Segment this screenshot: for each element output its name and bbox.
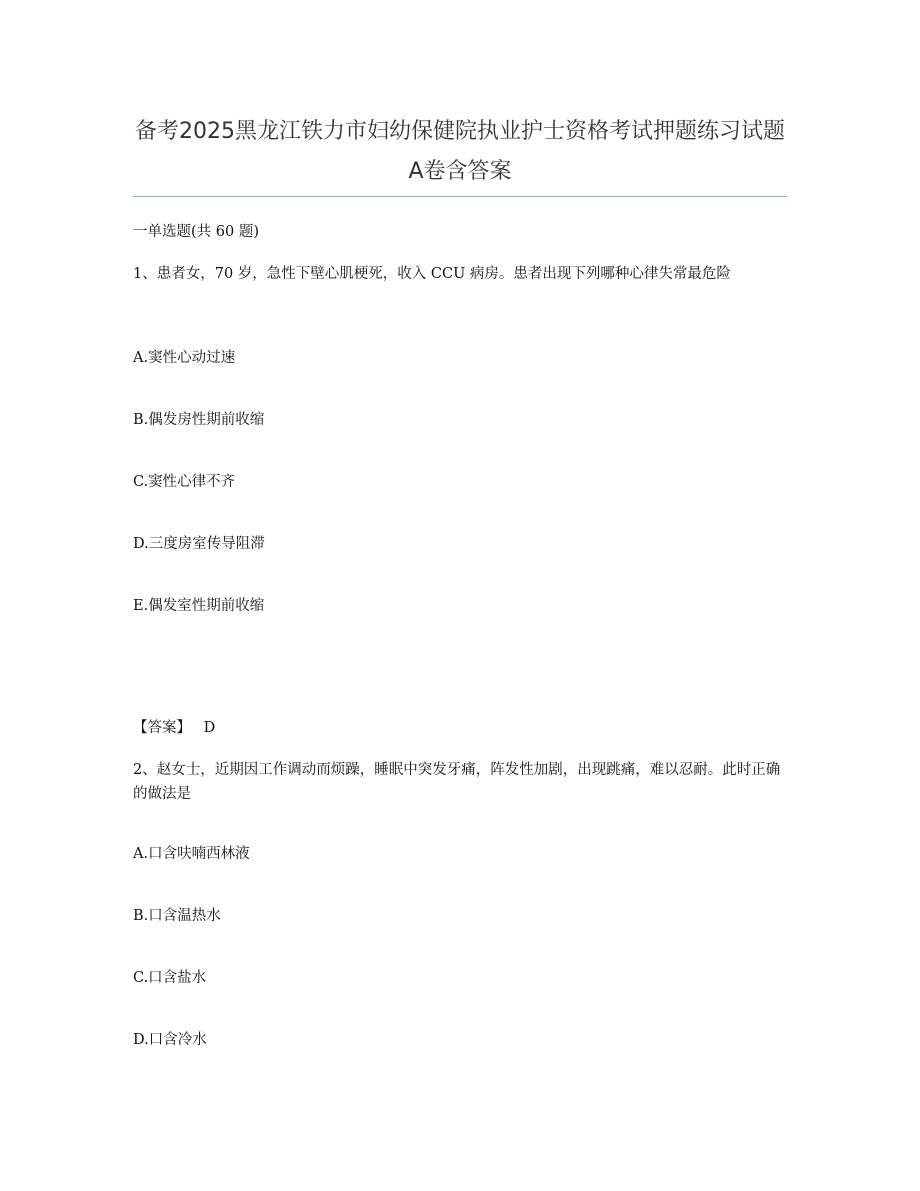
answer-value: D: [203, 720, 216, 736]
question-2-option-c: C.口含盐水: [133, 970, 207, 986]
question-1-option-c: C.窦性心律不齐: [133, 474, 236, 490]
answer-label: 【答案】: [133, 720, 191, 736]
question-1-answer: [133, 716, 787, 740]
question-1-option-b: B.偶发房性期前收缩: [133, 412, 265, 428]
section-heading: 一单选题(共 60 题): [133, 224, 259, 240]
question-1-option-a: A.窦性心动过速: [133, 350, 236, 366]
question-2-option-b: B.口含温热水: [133, 908, 221, 924]
title-divider: [133, 196, 787, 197]
question-2-option-d: D.口含冷水: [133, 1032, 207, 1048]
question-1-option-e: E.偶发室性期前收缩: [133, 598, 265, 614]
question-1-option-d: D.三度房室传导阻滞: [133, 536, 265, 552]
question-1-stem: 1、患者女，70 岁，急性下壁心肌梗死，收入 CCU 病房。患者出现下列哪种心律失常最危险: [133, 266, 731, 282]
question-2-option-a: A.口含呋喃西林液: [133, 846, 250, 862]
question-2-stem: 2、赵女士，近期因工作调动而烦躁，睡眠中突发牙痛，阵发性加剧，出现跳痛，难以忍耐。此时正确的做法是: [133, 762, 781, 802]
document-title: 备考2025黑龙江铁力市妇幼保健院执业护士资格考试押题练习试题A卷含答案: [135, 119, 785, 184]
